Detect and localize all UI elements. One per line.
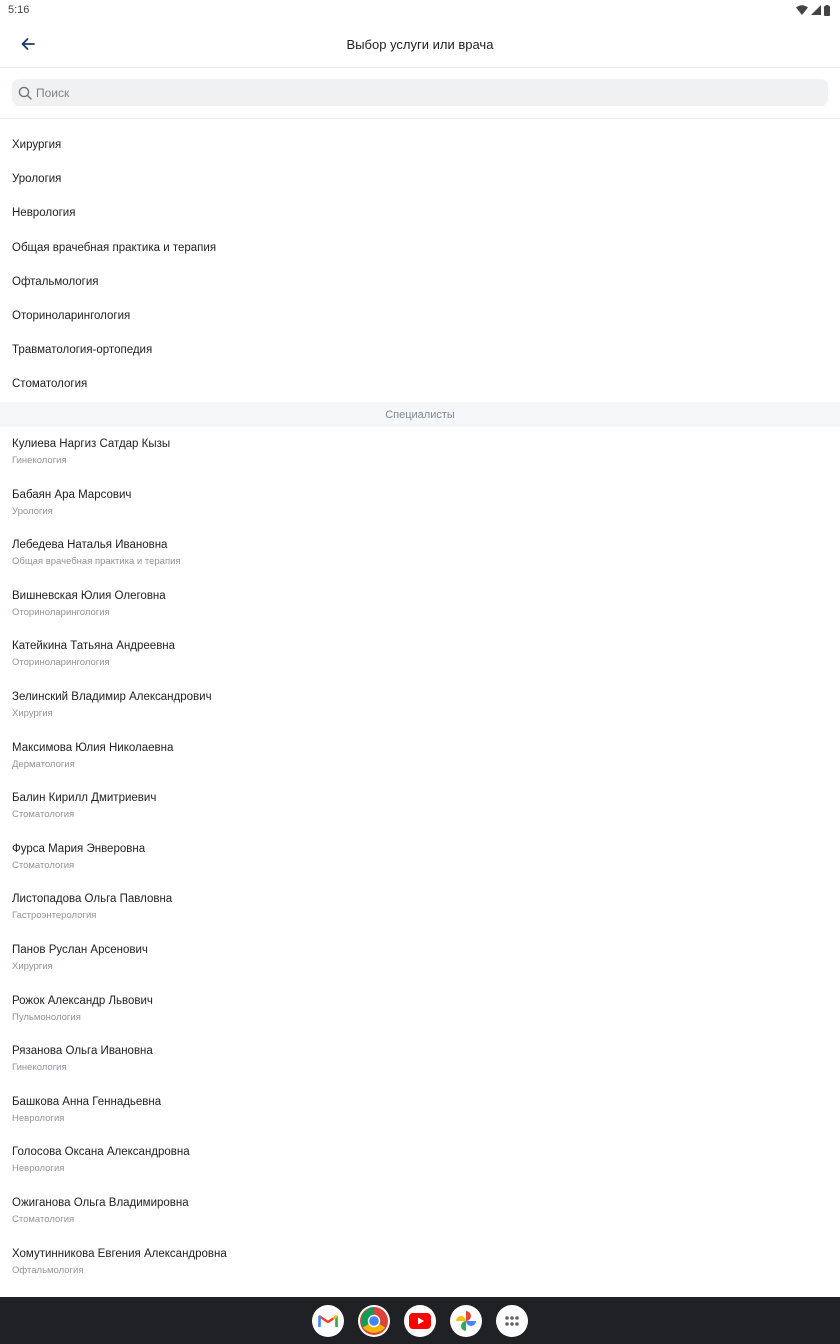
specialist-name: Башкова Анна Геннадьевна <box>12 1095 162 1108</box>
service-item[interactable]: Хирургия <box>12 139 62 152</box>
services-list <box>0 128 840 402</box>
page-title: Выбор услуги или врача <box>346 36 494 52</box>
specialist-item[interactable] <box>0 936 840 987</box>
specialist-name: Голосова Оксана Александровна <box>12 1146 190 1159</box>
status-bar <box>0 0 840 20</box>
search-input[interactable] <box>32 86 828 100</box>
gmail-icon[interactable] <box>312 1305 344 1337</box>
signal-icon <box>811 5 821 15</box>
specialist-name: Рожок Александр Львович <box>12 994 153 1007</box>
specialist-item[interactable] <box>0 784 840 835</box>
service-item[interactable]: Оториноларингология <box>12 310 131 323</box>
section-header-specialists: Специалисты <box>0 402 840 427</box>
photos-icon[interactable] <box>450 1305 482 1337</box>
specialist-item[interactable] <box>0 582 840 633</box>
back-button[interactable] <box>14 30 42 58</box>
specialist-item[interactable] <box>0 1138 840 1189</box>
specialist-name: Листопадова Ольга Павловна <box>12 893 173 906</box>
specialist-name: Балин Кирилл Дмитриевич <box>12 792 157 805</box>
service-item[interactable]: Неврология <box>12 207 76 220</box>
specialist-name: Панов Руслан Арсенович <box>12 943 148 956</box>
specialist-specialty: Стоматология <box>12 809 75 821</box>
specialist-name: Вишневская Юлия Олеговна <box>12 589 166 602</box>
specialist-item[interactable] <box>0 734 840 785</box>
service-item[interactable]: Офтальмология <box>12 275 99 288</box>
search-bar[interactable] <box>12 79 828 106</box>
specialist-specialty: Урология <box>12 505 53 517</box>
search-icon <box>18 86 32 100</box>
app-bar <box>0 20 840 68</box>
specialist-name: Бабаян Ара Марсович <box>12 488 132 501</box>
specialist-item[interactable] <box>0 632 840 683</box>
specialist-name: Ожиганова Ольга Владимировна <box>12 1196 189 1209</box>
chrome-icon[interactable] <box>358 1305 390 1337</box>
specialist-name: Рязанова Ольга Ивановна <box>12 1045 153 1058</box>
specialist-specialty: Оториноларингология <box>12 606 110 618</box>
service-item[interactable]: Урология <box>12 173 62 186</box>
service-item[interactable]: Стоматология <box>12 378 88 391</box>
specialist-item[interactable] <box>0 1189 840 1240</box>
specialist-item[interactable] <box>0 430 840 481</box>
specialists-list <box>0 430 840 1290</box>
system-dock <box>0 1297 840 1344</box>
specialist-specialty: Гинекология <box>12 1062 67 1074</box>
specialist-item[interactable] <box>0 987 840 1038</box>
specialist-specialty: Стоматология <box>12 859 75 871</box>
specialist-item[interactable] <box>0 1037 840 1088</box>
specialist-item[interactable] <box>0 1088 840 1139</box>
specialist-item[interactable] <box>0 683 840 734</box>
app-drawer-icon[interactable] <box>496 1305 528 1337</box>
specialist-specialty: Гастроэнтерология <box>12 910 97 922</box>
specialist-specialty: Общая врачебная практика и терапия <box>12 556 181 568</box>
arrow-left-icon <box>20 36 36 52</box>
specialist-name: Максимова Юлия Николаевна <box>12 741 174 754</box>
specialist-item[interactable] <box>0 885 840 936</box>
specialist-specialty: Дерматология <box>12 758 75 770</box>
youtube-icon[interactable] <box>404 1305 436 1337</box>
wifi-icon <box>796 5 808 15</box>
specialist-specialty: Неврология <box>12 1112 65 1124</box>
divider <box>0 118 840 119</box>
specialist-item[interactable] <box>0 481 840 532</box>
specialist-name: Фурса Мария Энверовна <box>12 842 146 855</box>
specialist-item[interactable] <box>0 531 840 582</box>
specialist-item[interactable] <box>0 835 840 886</box>
status-time: 5:16 <box>8 4 30 16</box>
specialist-specialty: Стоматология <box>12 1213 75 1225</box>
specialist-specialty: Гинекология <box>12 455 67 466</box>
specialist-specialty: Пульмонология <box>12 1011 81 1023</box>
service-item[interactable]: Общая врачебная практика и терапия <box>12 241 217 254</box>
specialist-name: Кулиева Наргиз Сатдар Кызы <box>12 438 171 450</box>
specialist-name: Хомутинникова Евгения Александровна <box>12 1247 227 1260</box>
status-icons <box>796 5 830 16</box>
specialist-name: Катейкина Татьяна Андреевна <box>12 640 176 653</box>
specialist-specialty: Хирургия <box>12 707 53 719</box>
service-item[interactable]: Травматология-ортопедия <box>12 344 153 357</box>
specialist-name: Зелинский Владимир Александрович <box>12 690 212 703</box>
specialist-item[interactable] <box>0 1240 840 1291</box>
specialist-specialty: Хирургия <box>12 960 53 972</box>
specialist-specialty: Неврология <box>12 1163 65 1175</box>
specialist-specialty: Офтальмология <box>12 1264 84 1276</box>
specialist-specialty: Оториноларингология <box>12 657 110 669</box>
battery-icon <box>824 5 830 16</box>
specialist-name: Лебедева Наталья Ивановна <box>12 539 168 552</box>
